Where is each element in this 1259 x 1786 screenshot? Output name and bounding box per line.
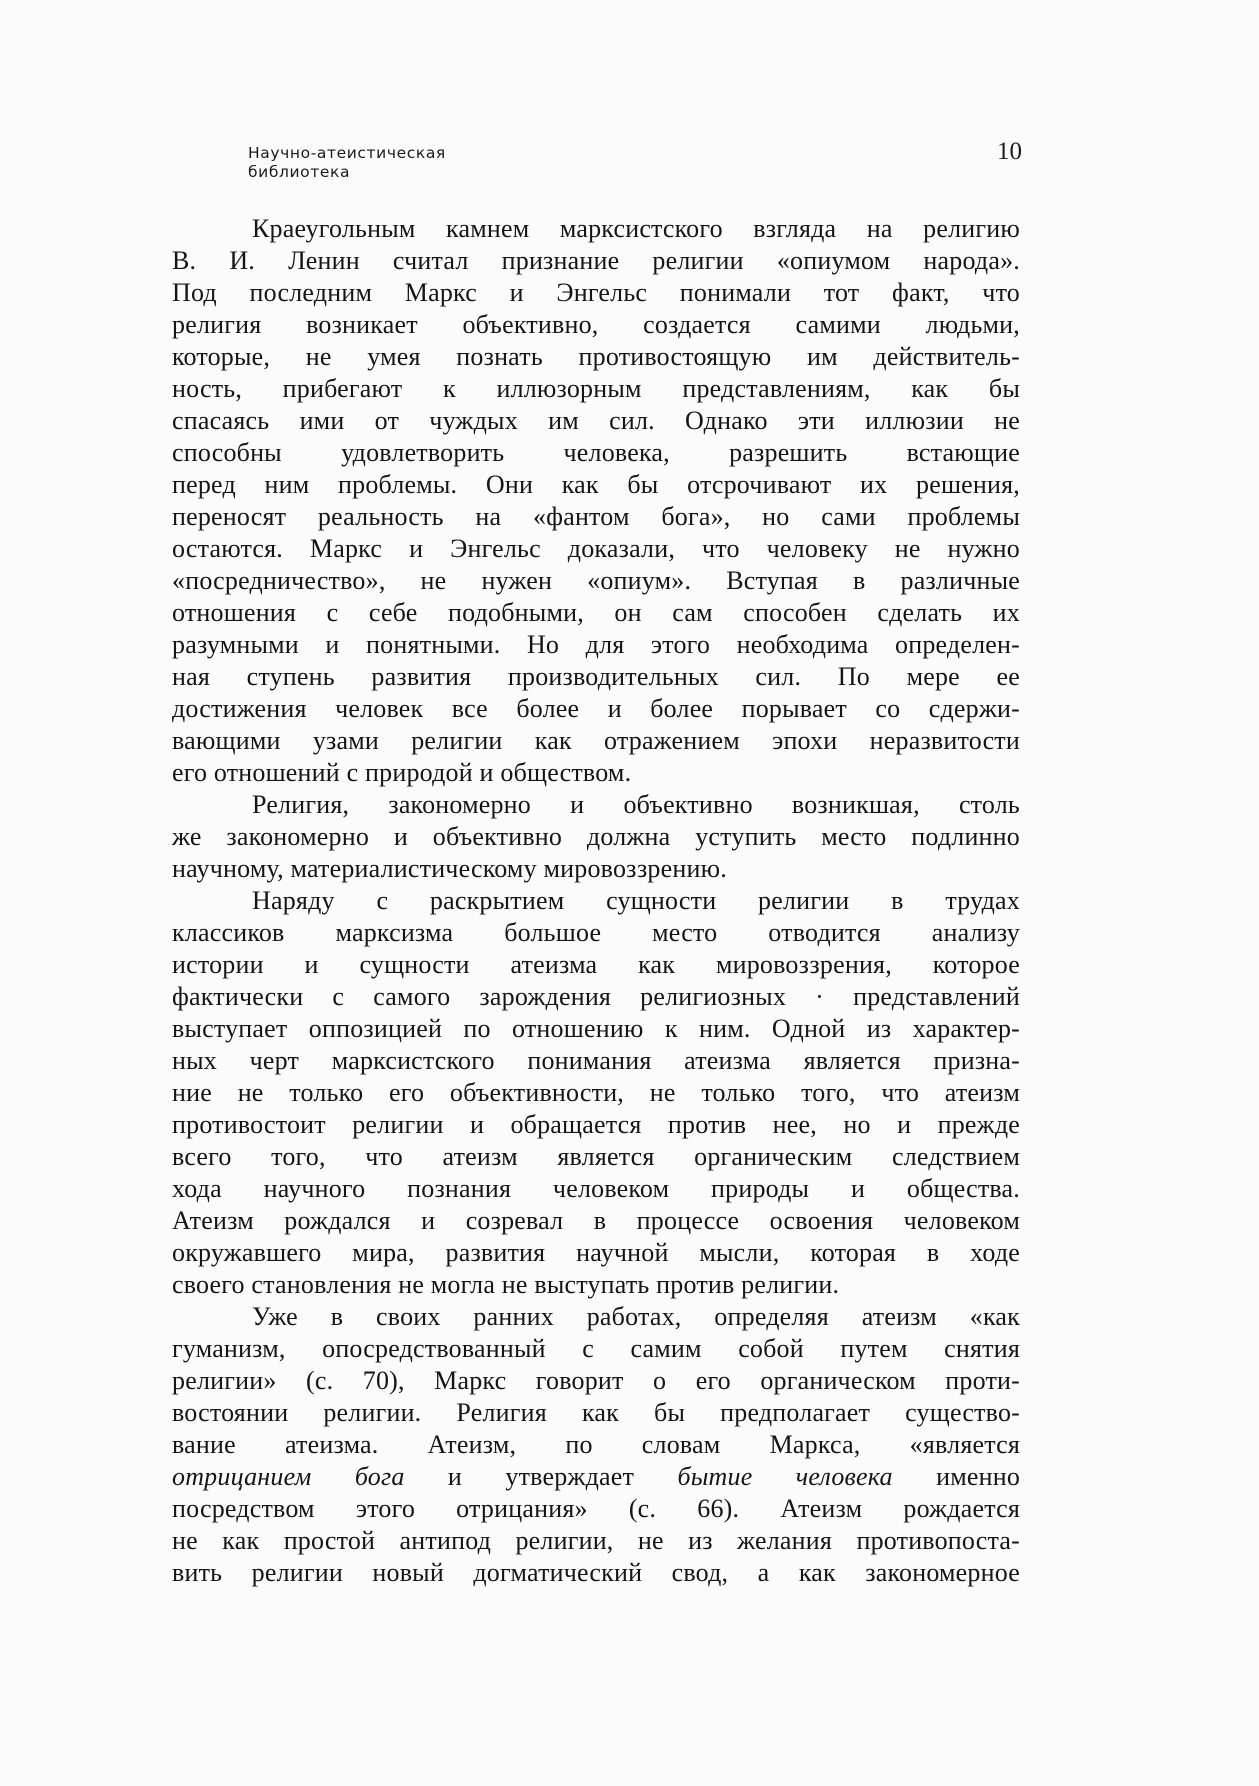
text-line: же закономерно и объективно должна уступить место подлинно	[172, 822, 1020, 851]
text-line: спасаясь ими от чуждых им сил. Однако эти иллюзии не	[172, 406, 1020, 435]
running-head-line-2: библиотека	[248, 163, 351, 181]
text-line: которые, не умея познать противостоящую им действитель-	[172, 342, 1020, 371]
text-line: гуманизм, опосредствованный с самим собой путем снятия	[172, 1334, 1020, 1363]
italic-phrase: отрицанием бога	[172, 1462, 405, 1491]
text-line: В. И. Ленин считал признание религии «опиумом народа».	[172, 246, 1020, 275]
text-line-italic	[172, 1461, 1020, 1493]
text-line: ние не только его объективности, не только того, что атеизм	[172, 1078, 1020, 1107]
text-line: Под последним Маркс и Энгельс понимали тот факт, что	[172, 278, 1020, 307]
text-line: фактически с самого зарождения религиозных · представлений	[172, 982, 1020, 1011]
text-line: разумными и понятными. Но для этого необходима определен-	[172, 630, 1020, 659]
body-text	[172, 213, 1020, 1589]
text-line: противостоит религии и обращается против нее, но и прежде	[172, 1110, 1020, 1139]
text-line: вающими узами религии как отражением эпохи неразвитости	[172, 726, 1020, 755]
text-line: истории и сущности атеизма как мировоззрения, которое	[172, 950, 1020, 979]
plain-phrase: и утверждает	[447, 1462, 635, 1491]
text-line: Религия, закономерно и объективно возникшая, столь	[252, 790, 1020, 819]
text-line: выступает оппозицией по отношению к ним. Одной из характер-	[172, 1014, 1020, 1043]
text-line: «посредничество», не нужен «опиум». Вступая в различные	[172, 566, 1020, 595]
text-line: хода научного познания человеком природы и общества.	[172, 1174, 1020, 1203]
text-line: способны удовлетворить человека, разрешить встающие	[172, 438, 1020, 467]
text-line: Атеизм рождался и созревал в процессе освоения человеком	[172, 1206, 1020, 1235]
text-line: посредством этого отрицания» (с. 66). Атеизм рождается	[172, 1494, 1020, 1523]
text-line: Наряду с раскрытием сущности религии в трудах	[252, 886, 1020, 915]
text-line: научному, материалистическому мировоззрению.	[172, 854, 727, 883]
italic-phrase: бытие человека	[677, 1462, 893, 1491]
text-line: отношения с себе подобными, он сам способен сделать их	[172, 598, 1020, 627]
text-line: вить религии новый догматический свод, а как закономерное	[172, 1558, 1020, 1587]
paragraph	[172, 789, 1020, 885]
running-head-line-1: Научно-атеистическая	[248, 144, 446, 162]
text-line: перед ним проблемы. Они как бы отсрочивают их решения,	[172, 470, 1020, 499]
text-line: своего становления не могла не выступать против религии.	[172, 1270, 840, 1299]
text-line: не как простой антипод религии, не из желания противопоста-	[172, 1526, 1020, 1555]
text-line: востоянии религии. Религия как бы предполагает существо-	[172, 1398, 1020, 1427]
text-line: ная ступень развития производительных сил. По мере ее	[172, 662, 1020, 691]
text-line: классиков марксизма большое место отводится анализу	[172, 918, 1020, 947]
text-line: религия возникает объективно, создается самими людьми,	[172, 310, 1020, 339]
running-head	[248, 144, 446, 182]
plain-phrase: именно	[936, 1462, 1021, 1491]
text-line: ных черт марксистского понимания атеизма является призна-	[172, 1046, 1020, 1075]
text-line: Уже в своих ранних работах, определяя атеизм «как	[252, 1302, 1020, 1331]
text-line: переносят реальность на «фантом бога», но сами проблемы	[172, 502, 1020, 531]
text-line: вание атеизма. Атеизм, по словам Маркса, «является	[172, 1430, 1020, 1459]
paragraph	[172, 885, 1020, 1301]
text-line: Краеугольным камнем марксистского взгляда на религию	[252, 214, 1020, 243]
text-line: окружавшего мира, развития научной мысли, которая в ходе	[172, 1238, 1020, 1267]
text-line: его отношений с природой и обществом.	[172, 758, 632, 787]
text-line: всего того, что атеизм является органическим следствием	[172, 1142, 1020, 1171]
text-line: остаются. Маркс и Энгельс доказали, что человеку не нужно	[172, 534, 1020, 563]
paragraph	[172, 1301, 1020, 1589]
text-line: достижения человек все более и более порывает со сдержи-	[172, 694, 1020, 723]
text-line: ность, прибегают к иллюзорным представлениям, как бы	[172, 374, 1020, 403]
paragraph	[172, 213, 1020, 789]
page-number: 10	[997, 138, 1022, 165]
text-line: религии» (с. 70), Маркс говорит о его органическом проти-	[172, 1366, 1020, 1395]
